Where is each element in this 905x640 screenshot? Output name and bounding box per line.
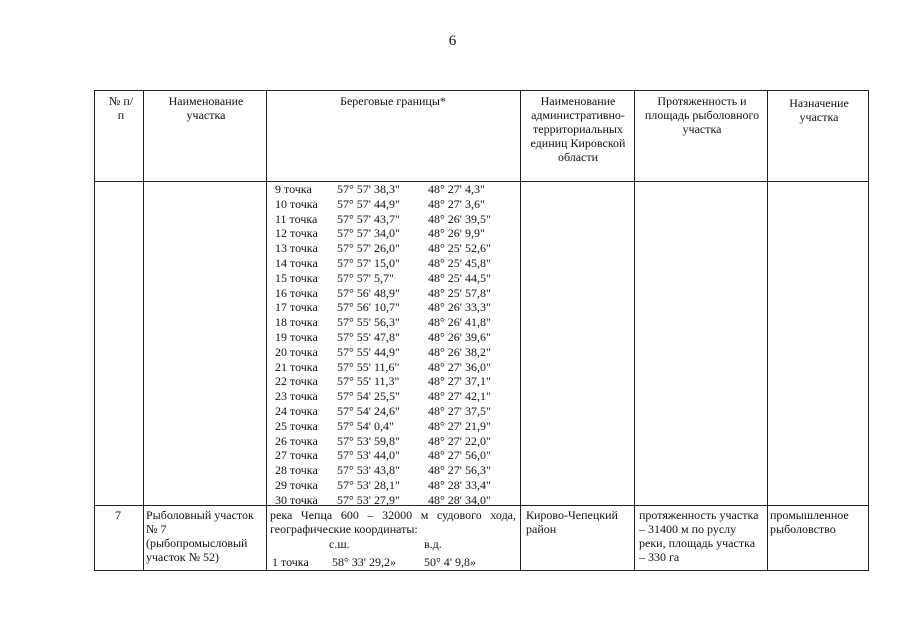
point-label: 11 точка (275, 211, 318, 226)
row7-length: протяженность участка – 31400 м по руслу реки, площадь участка – 330 га (639, 508, 759, 564)
point-lon: 48° 25' 57,8" (428, 285, 491, 300)
point-lat: 57° 54' 0,4" (337, 418, 394, 433)
point-lon: 48° 28' 34,0" (428, 492, 491, 507)
point-label: 10 точка (275, 196, 318, 211)
point-label: 22 точка (275, 374, 318, 389)
row7-admin: Кирово-Чепецкий район (526, 508, 618, 536)
fishing-areas-table (94, 90, 869, 571)
row7-lat-header: с.ш. (329, 537, 350, 551)
point-label: 21 точка (275, 359, 318, 374)
point-label: 16 точка (275, 285, 318, 300)
point-lat: 57° 56' 10,7" (337, 300, 400, 315)
point-lon: 48° 26' 33,3" (428, 300, 491, 315)
point-lat: 57° 57' 38,3" (337, 182, 400, 196)
header-borders: Береговые границы* (340, 94, 446, 108)
point-lon: 48° 26' 39,5" (428, 211, 491, 226)
point-label: 23 точка (275, 389, 318, 404)
point-lat: 57° 55' 11,3" (337, 374, 400, 389)
row7-point-lat: 58° 33' 29,2» (332, 555, 396, 569)
point-lat: 57° 55' 56,3" (337, 315, 400, 330)
point-lat: 57° 53' 59,8" (337, 433, 400, 448)
point-lon: 48° 26' 41,8" (428, 315, 491, 330)
table-border-top (94, 90, 869, 91)
col-border-0 (94, 90, 95, 571)
point-label: 9 точка (275, 182, 312, 196)
point-lat: 57° 53' 43,8" (337, 463, 400, 478)
point-lat: 57° 53' 44,0" (337, 448, 400, 463)
point-lon: 48° 27' 56,0" (428, 448, 491, 463)
row7-num: 7 (115, 508, 121, 522)
point-lon: 48° 27' 21,9" (428, 418, 491, 433)
header-length: Протяженность и площадь рыболовного участка (644, 94, 760, 136)
col-border-2 (266, 90, 267, 571)
point-label: 14 точка (275, 255, 318, 270)
point-label: 19 точка (275, 329, 318, 344)
point-label: 29 точка (275, 477, 318, 492)
point-label: 13 точка (275, 241, 318, 256)
point-label: 17 точка (275, 300, 318, 315)
point-lat: 57° 57' 5,7" (337, 270, 394, 285)
point-lon: 48° 26' 38,2" (428, 344, 491, 359)
col-border-6 (868, 90, 869, 571)
point-lon: 48° 27' 56,3" (428, 463, 491, 478)
point-lon: 48° 27' 37,5" (428, 403, 491, 418)
header-admin: Наименование административно-территориальных единиц Кировской области (530, 94, 626, 164)
point-lon: 48° 25' 44,5" (428, 270, 491, 285)
row7-name: Рыболовный участок № 7 (рыбопромысловый участок № 52) (146, 508, 254, 564)
col-border-3 (520, 90, 521, 571)
point-lon: 48° 28' 33,4" (428, 477, 491, 492)
point-lat: 57° 53' 28,1" (337, 477, 400, 492)
point-lat: 57° 54' 24,6" (337, 403, 400, 418)
point-label: 27 точка (275, 448, 318, 463)
col-border-5 (767, 90, 768, 571)
point-lon: 48° 27' 42,1" (428, 389, 491, 404)
point-lon: 48° 25' 45,8" (428, 255, 491, 270)
point-label: 18 точка (275, 315, 318, 330)
point-label: 28 точка (275, 463, 318, 478)
page-number: 6 (448, 33, 457, 49)
point-lat: 57° 54' 25,5" (337, 389, 400, 404)
point-lon: 48° 27' 37,1" (428, 374, 491, 389)
point-label: 25 точка (275, 418, 318, 433)
header-name: Наименование участка (168, 94, 244, 122)
point-label: 20 точка (275, 344, 318, 359)
point-lon: 48° 27' 3,6" (428, 196, 485, 211)
table-border-bottom (94, 570, 869, 571)
header-purpose: Назначение участка (789, 96, 849, 124)
point-label: 26 точка (275, 433, 318, 448)
point-lat: 57° 57' 34,0" (337, 226, 400, 241)
row7-point-label: 1 точка (272, 555, 309, 569)
point-lon: 48° 26' 39,6" (428, 329, 491, 344)
point-lat: 57° 53' 27,9" (337, 492, 400, 507)
point-lat: 57° 55' 11,6" (337, 359, 400, 374)
row7-purpose: промышленное рыболовство (770, 508, 849, 536)
col-border-1 (143, 90, 144, 571)
point-lat: 57° 57' 26,0" (337, 241, 400, 256)
point-lat: 57° 57' 44,9" (337, 196, 400, 211)
point-lon: 48° 27' 22,0" (428, 433, 491, 448)
point-label: 24 точка (275, 403, 318, 418)
point-lat: 57° 57' 15,0" (337, 255, 400, 270)
row7-lon-header: в.д. (424, 537, 442, 551)
point-lat: 57° 56' 48,9" (337, 285, 400, 300)
point-label: 30 точка (275, 492, 318, 507)
point-lon: 48° 26' 9,9" (428, 226, 485, 241)
row7-borders-text: река Чепца 600 – 32000 м судового хода, географические координаты: (270, 508, 516, 536)
row7-point-lon: 50° 4' 9,8» (424, 555, 476, 569)
point-lat: 57° 55' 44,9" (337, 344, 400, 359)
point-lon: 48° 27' 4,3" (428, 182, 485, 196)
point-label: 15 точка (275, 270, 318, 285)
point-lat: 57° 57' 43,7" (337, 211, 400, 226)
point-label: 12 точка (275, 226, 318, 241)
header-num: № п/п (108, 94, 134, 122)
col-border-4 (634, 90, 635, 571)
point-lon: 48° 27' 36,0" (428, 359, 491, 374)
point-lat: 57° 55' 47,8" (337, 329, 400, 344)
point-lon: 48° 25' 52,6" (428, 241, 491, 256)
